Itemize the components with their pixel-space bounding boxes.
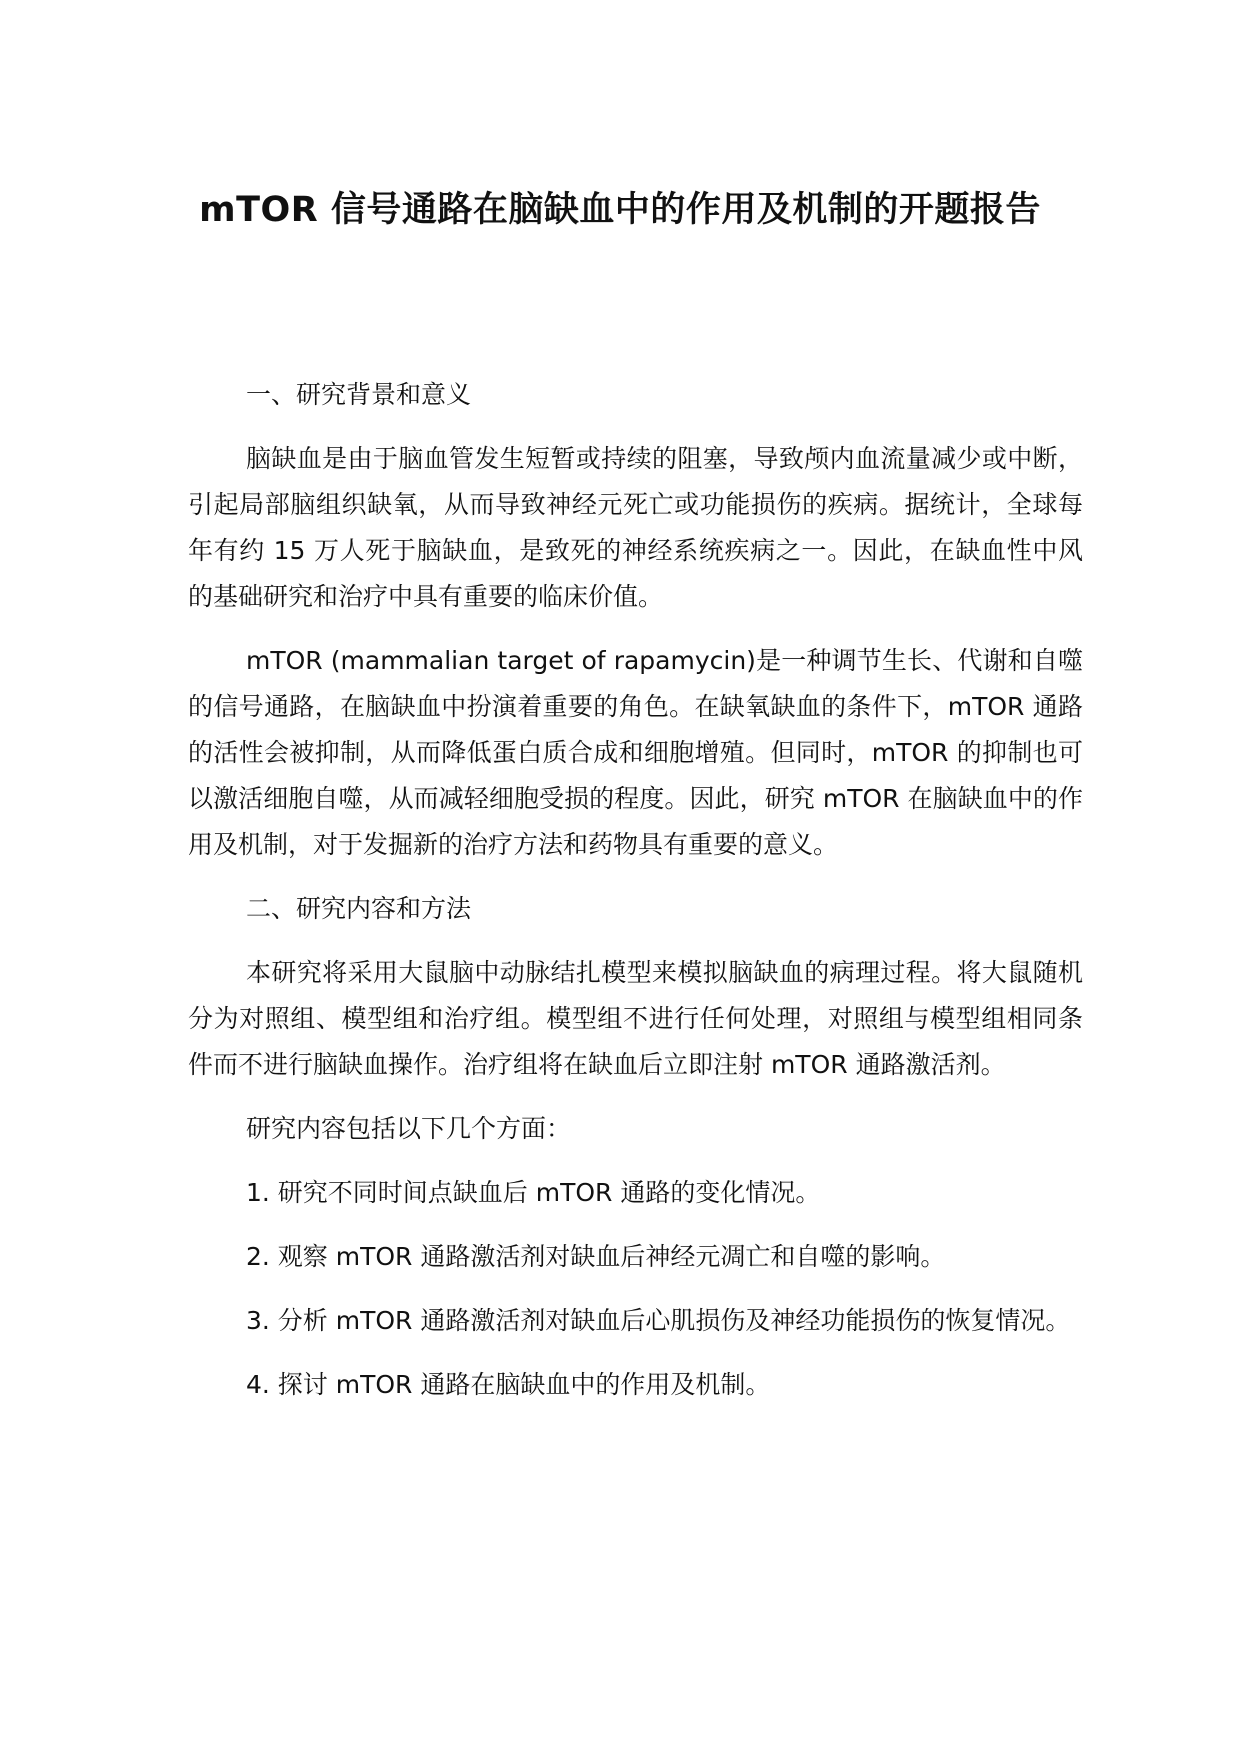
paragraph: 脑缺血是由于脑血管发生短暂或持续的阻塞，导致颅内血流量减少或中断，引起局部脑组织缺氧，从而导致神经元死亡或功能损伤的疾病。据统计，全球每年有约 15 万人死于脑缺血，是致死的神经系统疾病之一。因此，在缺血性中风的基础研究和治疗中具有重要的临床价值。 xyxy=(188,444,1083,611)
section-heading: 一、研究背景和意义 xyxy=(246,380,472,409)
paragraph: 研究内容包括以下几个方面： xyxy=(246,1114,572,1143)
paragraph: mTOR (mammalian target of rapamycin)是一种调节生长、代谢和自噬的信号通路，在脑缺血中扮演着重要的角色。在缺氧缺血的条件下，mTOR 通路的活性会被抑制，从而降低蛋白质合成和细胞增殖。但同时，mTOR 的抑制也可以激活细胞自噬，从而减轻细胞受损的程度。因此，研究 mTOR 在脑缺血中的作用及机制，对于发掘新的治疗方法和药物具有重要的意义。 xyxy=(188,646,1083,859)
list-item: 4. 探讨 mTOR 通路在脑缺血中的作用及机制。 xyxy=(246,1370,771,1399)
list-item: 3. 分析 mTOR 通路激活剂对缺血后心肌损伤及神经功能损伤的恢复情况。 xyxy=(246,1306,1071,1335)
document-body xyxy=(188,372,1083,1426)
document-title: mTOR 信号通路在脑缺血中的作用及机制的开题报告 xyxy=(199,190,1041,230)
paragraph: 本研究将采用大鼠脑中动脉结扎模型来模拟脑缺血的病理过程。将大鼠随机分为对照组、模型组和治疗组。模型组不进行任何处理，对照组与模型组相同条件而不进行脑缺血操作。治疗组将在缺血后立即注射 mTOR 通路激活剂。 xyxy=(188,958,1083,1079)
list-item: 1. 研究不同时间点缺血后 mTOR 通路的变化情况。 xyxy=(246,1178,821,1207)
section-heading: 二、研究内容和方法 xyxy=(246,894,472,923)
list-item: 2. 观察 mTOR 通路激活剂对缺血后神经元凋亡和自噬的影响。 xyxy=(246,1242,946,1271)
